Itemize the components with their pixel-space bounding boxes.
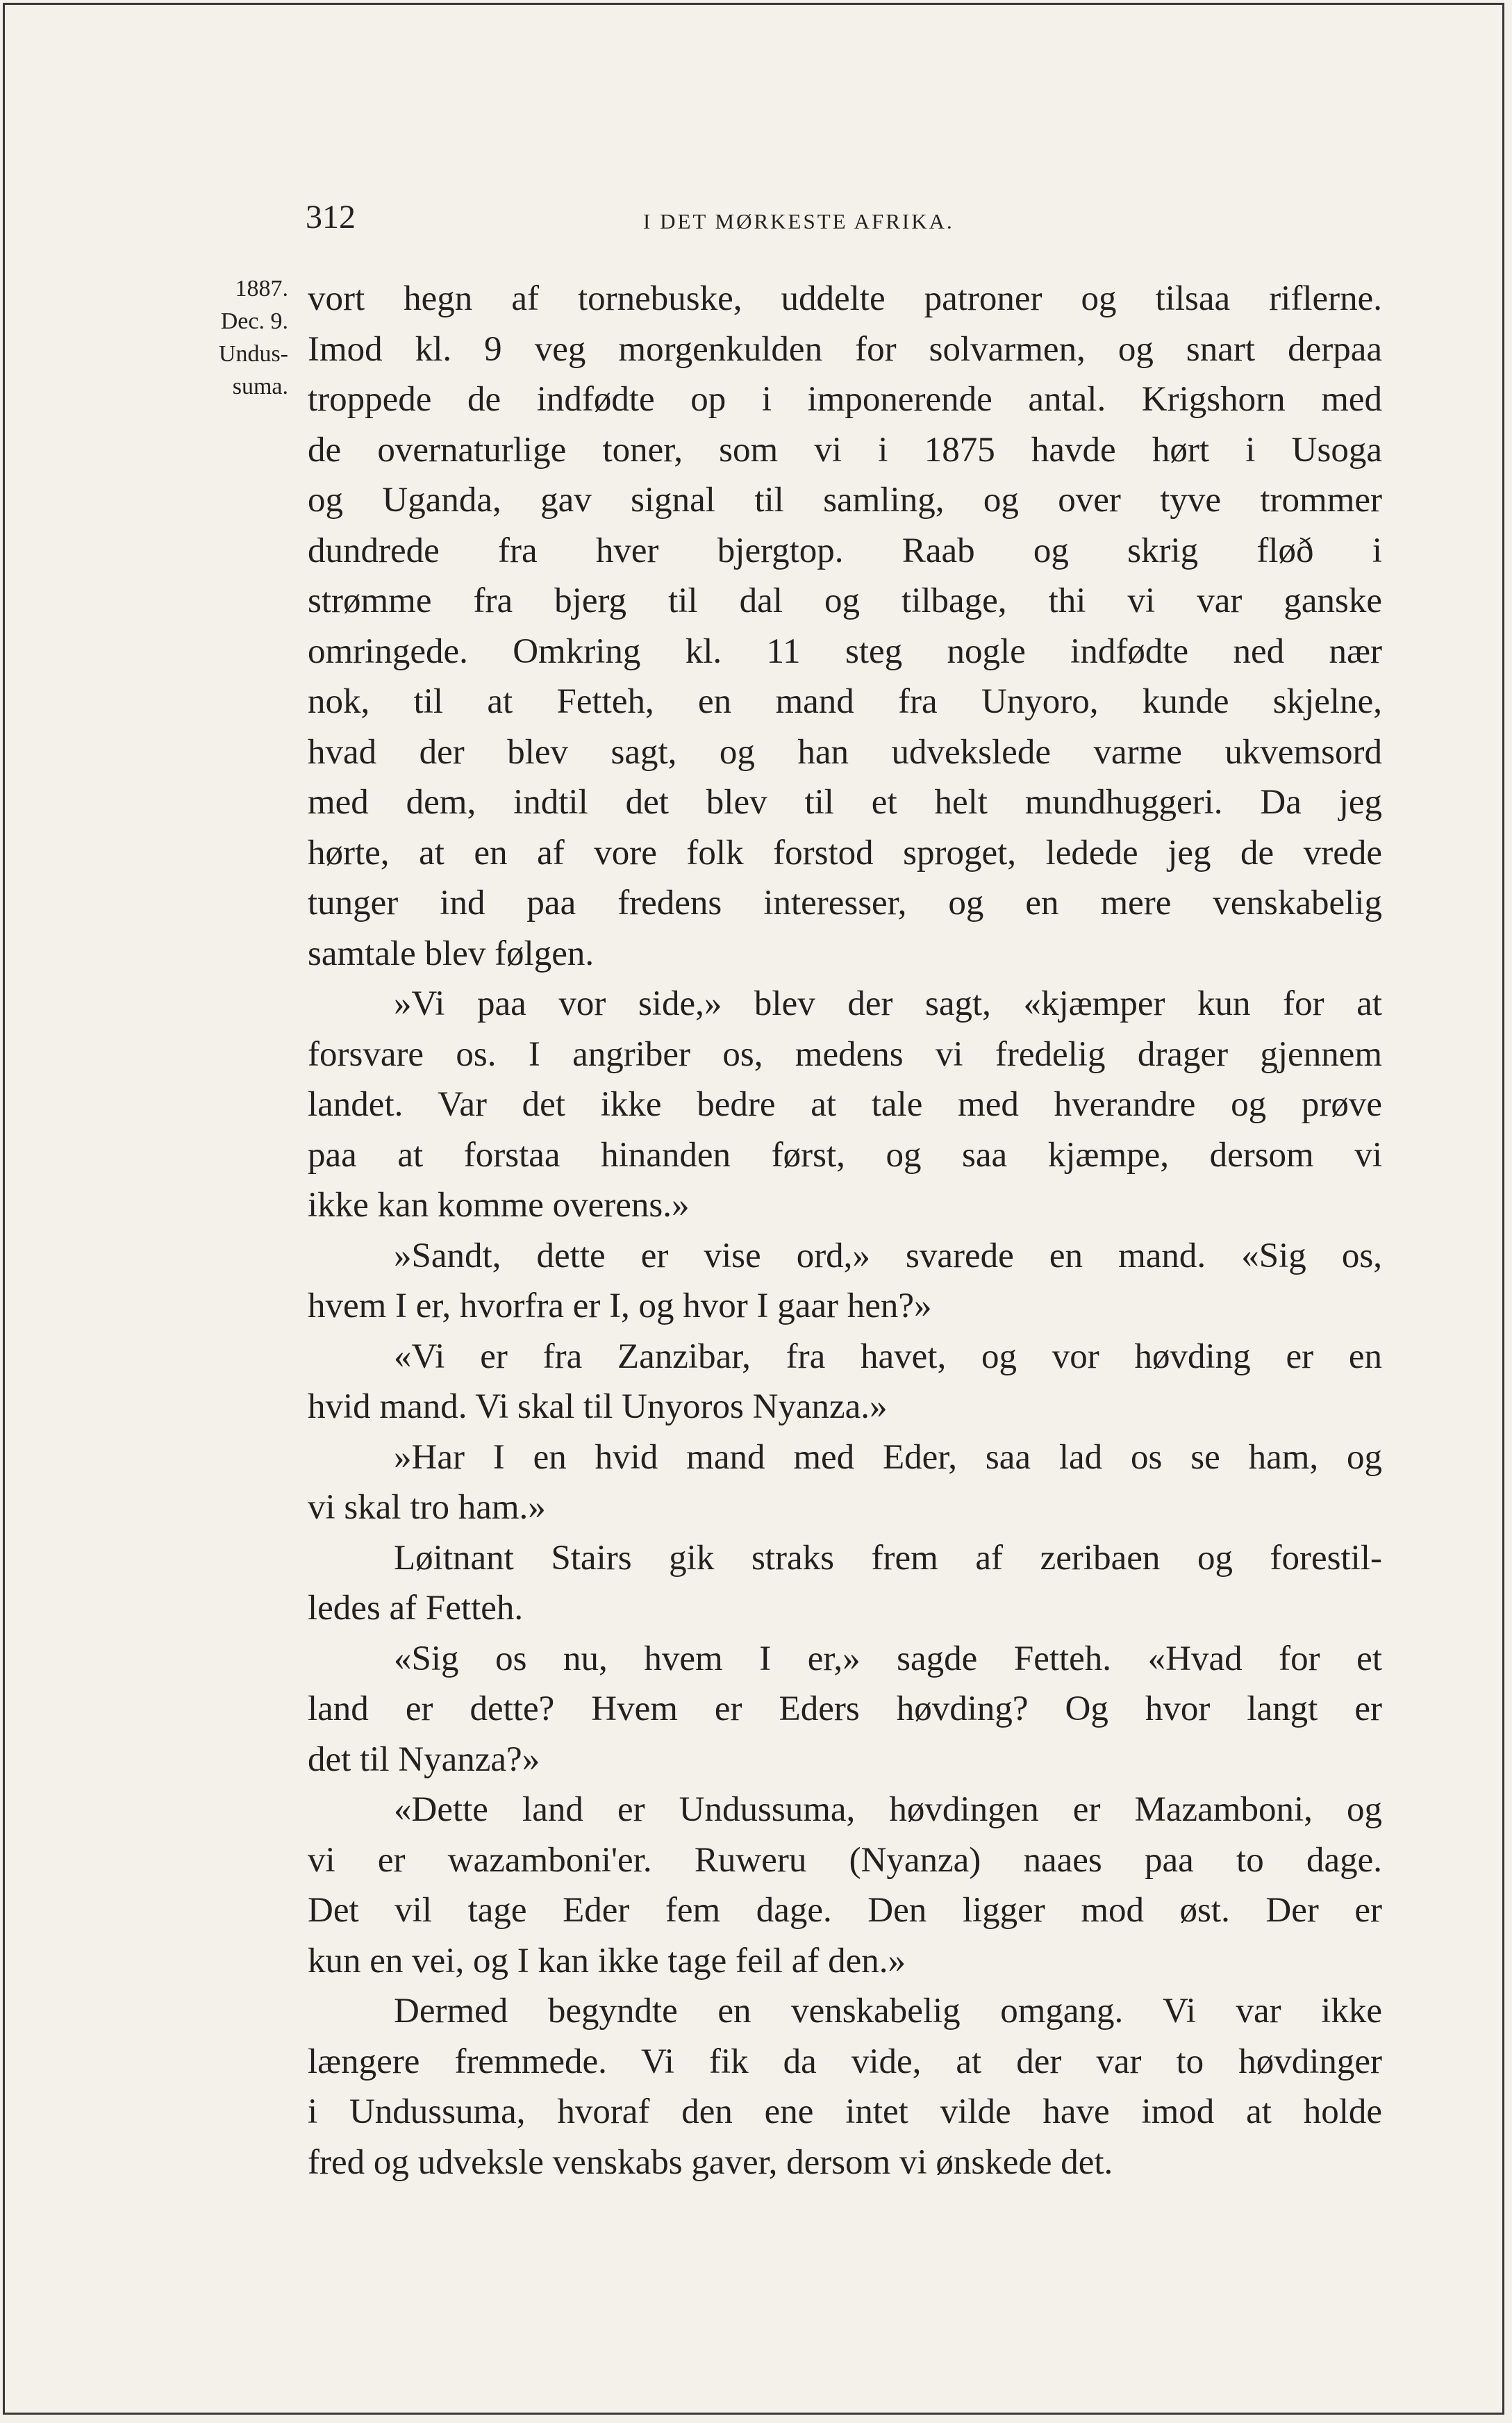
page-header — [306, 186, 1389, 249]
body-text — [308, 274, 1382, 2188]
text-line: Dermed begyndte en venskabelig omgang. Vi var ikke — [394, 1992, 1382, 2031]
running-title: I DET MØRKESTE AFRIKA. — [643, 209, 954, 233]
text-line: »Sandt, dette er vise ord,» svarede en mand. «Sig os, — [394, 1236, 1382, 1275]
text-line: hørte, at en af vore folk forstod sproget, ledede jeg de vrede — [308, 833, 1382, 873]
text-line: hvem I er, hvorfra er I, og hvor I gaar hen?» — [308, 1287, 932, 1325]
text-line: vort hegn af tornebuske, uddelte patroner og tilsaa riflerne. — [308, 279, 1382, 318]
text-line: dundrede fra hver bjergtop. Raab og skrig fløð i — [308, 531, 1382, 570]
paragraph — [308, 1785, 1382, 1986]
paragraph — [308, 1432, 1382, 1533]
text-line: tunger ind paa fredens interesser, og en mere venskabelig — [308, 884, 1382, 923]
text-line: «Sig os nu, hvem I er,» sagde Fetteh. «Hvad for et — [394, 1639, 1382, 1678]
paragraph — [308, 1533, 1382, 1634]
paragraph — [308, 1332, 1382, 1432]
text-line: hvid mand. Vi skal til Unyoros Nyanza.» — [308, 1387, 888, 1426]
text-line: »Vi paa vor side,» blev der sagt, «kjæmper kun for at — [394, 984, 1382, 1023]
text-line: længere fremmede. Vi fik da vide, at der var to høvdinger — [308, 2042, 1382, 2081]
margin-note-line: Dec. 9. — [220, 308, 288, 334]
text-line: i Undussuma, hvoraf den ene intet vilde have imod at holde — [308, 2092, 1382, 2131]
text-line: Imod kl. 9 veg morgenkulden for solvarmen, og snart derpaa — [308, 329, 1382, 369]
paragraph — [308, 1986, 1382, 2188]
text-line: landet. Var det ikke bedre at tale med hverandre og prøve — [308, 1085, 1382, 1124]
text-line: vi skal tro ham.» — [308, 1488, 546, 1527]
text-line: ledes af Fetteh. — [308, 1589, 524, 1628]
text-line: det til Nyanza?» — [308, 1739, 540, 1779]
text-line: og Uganda, gav signal til samling, og over tyve trommer — [308, 481, 1382, 520]
text-line: de overnaturlige toner, som vi i 1875 havde hørt i Usoga — [308, 430, 1382, 470]
paragraph — [308, 1634, 1382, 1785]
text-line: »Har I en hvid mand med Eder, saa lad os se ham, og — [394, 1437, 1382, 1477]
paragraph — [308, 979, 1382, 1231]
text-line: land er dette? Hvem er Eders høvding? Og hvor langt er — [308, 1689, 1382, 1728]
paragraph — [308, 274, 1382, 979]
text-line: strømme fra bjerg til dal og tilbage, thi vi var ganske — [308, 581, 1382, 620]
text-line: Det vil tage Eder fem dage. Den ligger mod øst. Der er — [308, 1891, 1382, 1930]
text-line: kun en vei, og I kan ikke tage feil af den.» — [308, 1941, 906, 1980]
text-line: nok, til at Fetteh, en mand fra Unyoro, kunde skjelne, — [308, 682, 1382, 721]
page-number: 312 — [306, 199, 356, 235]
paragraph — [308, 1231, 1382, 1332]
text-line: vi er wazamboni'er. Ruweru (Nyanza) naaes paa to dage. — [308, 1840, 1382, 1880]
text-line: fred og udveksle venskabs gaver, dersom vi ønskede det. — [308, 2142, 1113, 2182]
text-line: samtale blev følgen. — [308, 934, 595, 973]
margin-note — [177, 272, 288, 403]
text-line: «Dette land er Undussuma, høvdingen er Mazamboni, og — [394, 1790, 1382, 1829]
margin-note-line: Undus- — [218, 341, 288, 367]
text-line: troppede de indfødte op i imponerende antal. Krigshorn med — [308, 380, 1382, 419]
text-line: «Vi er fra Zanzibar, fra havet, og vor høvding er en — [394, 1337, 1382, 1376]
text-line: paa at forstaa hinanden først, og saa kjæmpe, dersom vi — [308, 1135, 1382, 1175]
margin-note-line: suma. — [232, 374, 288, 399]
text-line: omringede. Omkring kl. 11 steg nogle indfødte ned nær — [308, 631, 1382, 671]
text-line: Løitnant Stairs gik straks frem af zeribaen og forestil- — [394, 1538, 1382, 1578]
margin-note-line: 1887. — [235, 276, 288, 301]
text-line: forsvare os. I angriber os, medens vi fredelig drager gjennem — [308, 1034, 1382, 1074]
text-line: med dem, indtil det blev til et helt mundhuggeri. Da jeg — [308, 783, 1382, 822]
text-line: hvad der blev sagt, og han udvekslede varme ukvemsord — [308, 732, 1382, 772]
text-line: ikke kan komme overens.» — [308, 1186, 690, 1225]
